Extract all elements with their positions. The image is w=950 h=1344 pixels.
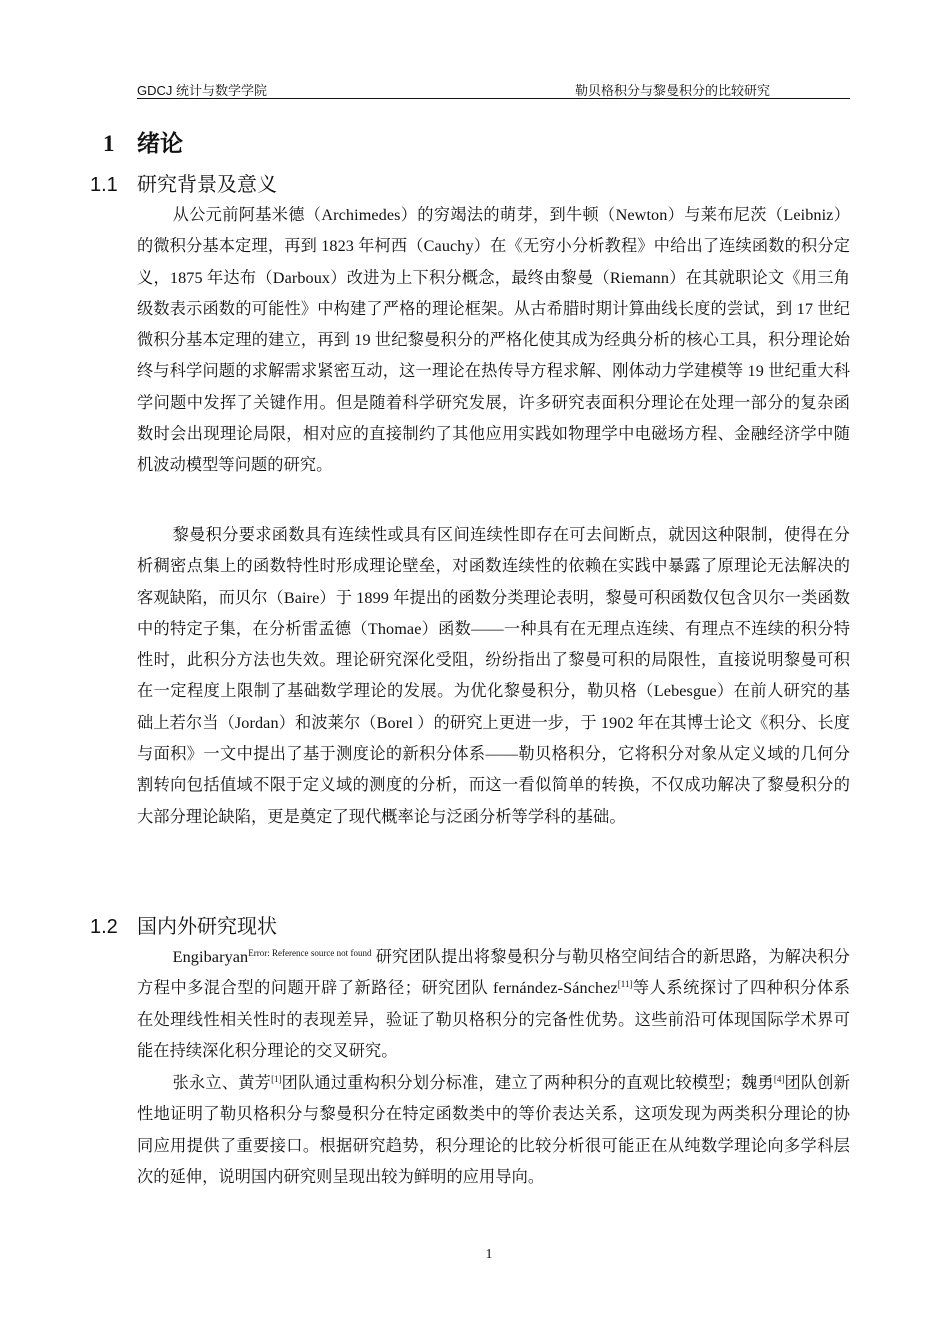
header-left: GDCJ 统计与数学学院: [137, 83, 268, 98]
paragraph-2: 黎曼积分要求函数具有连续性或具有区间连续性即存在可去间断点，就因这种限制，使得在分析稠密点集上的函数特性时形成理论壁垒，对函数连续性的依赖在实践中暴露了原理论无法解决的客观缺陷，而贝尔（Baire）于 1899 年提出的函数分类理论表明，黎曼可积函数仅包含贝尔一类函数中的特定子集，在分析雷孟德（Thomae）函数——一种具有在无理点连续、有理点不连续的积分特性时，此积分方法也失效。理论研究深化受阻，纷纷指出了黎曼可积的局限性，直接说明黎曼可积在一定程度上限制了基础数学理论的发展。为优化黎曼积分，勒贝格（Lebesgue）在前人研究的基础上若尔当（Jordan）和波莱尔（Borel ）的研究上更进一步，于 1902 年在其博士论文《积分、长度与面积》一文中提出了基于测度论的新积分体系——勒贝格积分，它将积分对象从定义域的几何分割转向包括值域不限于定义域的测度的分析，而这一看似简单的转换，不仅成功解决了黎曼积分的大部分理论缺陷，更是奠定了现代概率论与泛函分析等学科的基础。: [137, 526, 850, 826]
section-heading-2: [90, 910, 277, 939]
section-title-1: 研究背景及意义: [137, 174, 277, 196]
section-number-1: 1.1: [90, 174, 118, 196]
citation-error-note: Error: Reference source not found: [248, 948, 372, 958]
section-title-2: 国内外研究现状: [137, 916, 277, 938]
header-right: 勒贝格积分与黎曼积分的比较研究: [575, 83, 771, 98]
paragraph-3: [137, 942, 850, 1067]
citation-ref-1: [1]: [271, 1074, 282, 1084]
section-heading-1: [90, 168, 277, 197]
p3-text-c: 等人系统探讨了四种积分体系在处理线性相关性时的表现差异，验证了勒贝格积分的完备性优势。这些前沿可体现国际学术界可能在持续深化积分理论的交叉研究。: [137, 979, 850, 1060]
p3-text-a: Engibaryan: [172, 948, 249, 966]
p4-text-a: 张永立、黄芳: [172, 1074, 272, 1092]
page-number: 1: [485, 1247, 493, 1262]
p4-text-b: 团队通过重构积分划分标准，建立了两种积分的直观比较模型；魏勇: [281, 1074, 774, 1092]
citation-ref-4: [4]: [773, 1074, 785, 1084]
chapter-title: 绪论: [137, 131, 183, 156]
chapter-heading: [103, 125, 183, 158]
p3-text-b: 研究团队提出将黎曼积分与勒贝格空间结合的新思路，为解决积分方程中多混合型的问题开辟了新路径；研究团队 fernández-Sánchez: [137, 948, 850, 998]
p4-text-c: 团队创新性地证明了勒贝格积分与黎曼积分在特定函数类中的等价表达关系，这项发现为两类积分理论的协同应用提供了重要接口。根据研究趋势，积分理论的比较分析很可能正在从纯数学理论向多学科层次的延伸，说明国内研究则呈现出较为鲜明的应用导向。: [137, 1074, 850, 1186]
header-rule: [137, 98, 850, 99]
section-number-2: 1.2: [90, 916, 118, 938]
chapter-number: 1: [103, 131, 115, 156]
paragraph-1: 从公元前阿基米德（Archimedes）的穷竭法的萌芽，到牛顿（Newton）与莱布尼茨（Leibniz）的微积分基本定理，再到 1823 年柯西（Cauchy）在《无穷小分析教程》中给出了连续函数的积分定义，1875 年达布（Darboux）改进为上下积分概念，最终由黎曼（Riemann）在其就职论文《用三角级数表示函数的可能性》中构建了严格的理论框架。从古希腊时期计算曲线长度的尝试，到 17 世纪微积分基本定理的建立，再到 19 世纪黎曼积分的严格化使其成为经典分析的核心工具，积分理论始终与科学问题的求解需求紧密互动，这一理论在热传导方程求解、刚体动力学建模等 19 世纪重大科学问题中发挥了关键作用。但是随着科学研究发展，许多研究表面积分理论在处理一部分的复杂函数时会出现理论局限，相对应的直接制约了其他应用实践如物理学中电磁场方程、金融经济学中随机波动模型等问题的研究。: [137, 206, 850, 475]
citation-ref-11: [11]: [617, 979, 633, 990]
paragraph-4: [137, 1068, 850, 1193]
